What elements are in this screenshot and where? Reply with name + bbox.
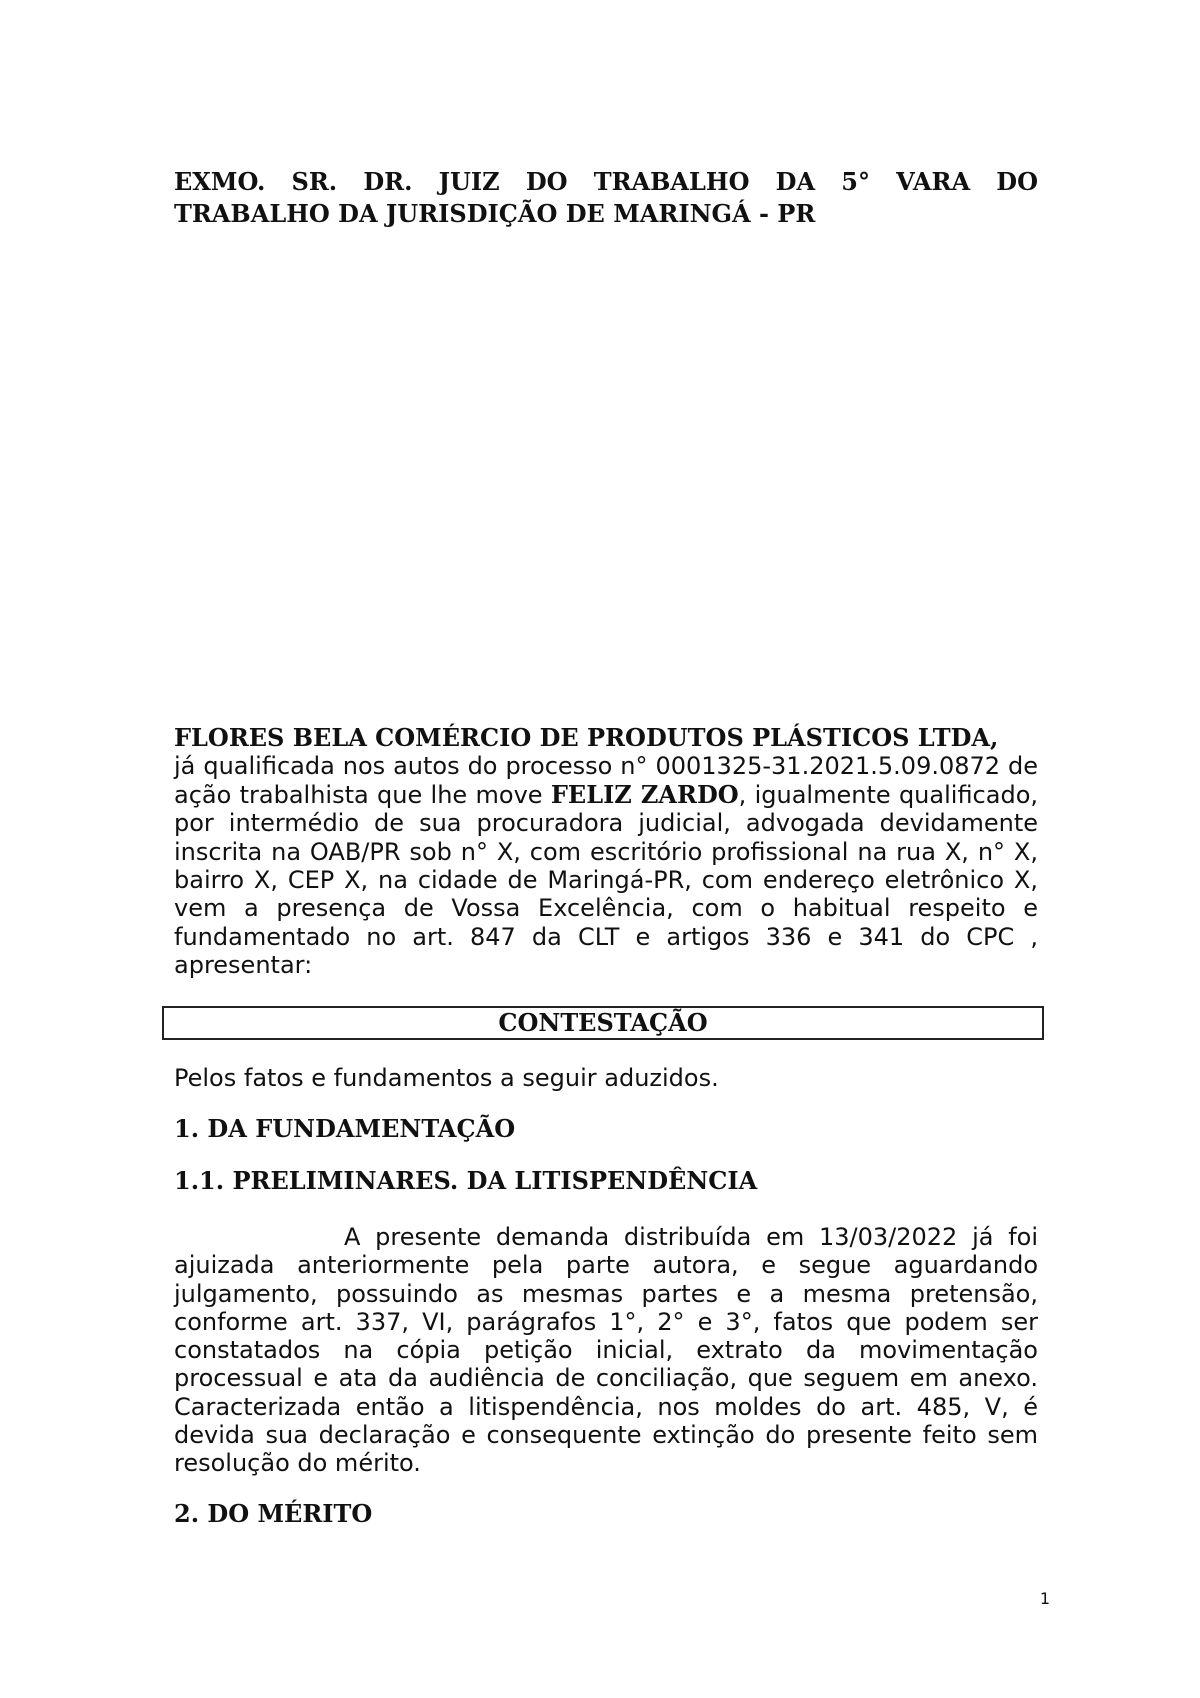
facts-line: Pelos fatos e fundamentos a seguir aduzidos. [174, 1064, 719, 1092]
section-preliminares-heading: 1.1. PRELIMINARES. DA LITISPENDÊNCIA [174, 1166, 758, 1195]
section-fundamentacao-heading: 1. DA FUNDAMENTAÇÃO [174, 1114, 516, 1143]
intro-paragraph [174, 724, 1038, 980]
section-merito-heading: 2. DO MÉRITO [174, 1499, 373, 1528]
addressee-heading [174, 166, 1038, 230]
litispendencia-text: A presente demanda distribuída em 13/03/2022 já foi ajuizada anteriormente pela parte autora, e segue aguardando julgamento, possuindo as mesmas partes e a mesma pretensão, conforme art. 337, VI, parágrafos 1°, 2° e 3°, fatos que podem ser constatados na cópia petição inicial, extrato da movimentação processual e ata da audiência de conciliação, que seguem em anexo. Caracterizada então a litispendência, nos moldes do art. 485, V, é devida sua declaração e consequente extinção do presente feito sem resolução do mérito. [174, 1223, 1038, 1478]
intro-text-part-1: já qualificada nos autos do processo n° 0001325-31.2021.5.09.0872 de ação trabalhista que lhe move [174, 752, 1038, 809]
litispendencia-paragraph [174, 1223, 1038, 1478]
plaintiff-name: FELIZ ZARDO [550, 779, 739, 809]
defendant-company-name: FLORES BELA COMÉRCIO DE PRODUTOS PLÁSTICOS LTDA, [174, 723, 999, 752]
addressee-line-2: TRABALHO DA JURISDIÇÃO DE MARINGÁ - PR [174, 199, 816, 228]
contestacao-title-box: CONTESTAÇÃO [162, 1006, 1044, 1040]
intro-text-part-2: , igualmente qualificado, por intermédio de sua procuradora judicial, advogada devidamente inscrita na OAB/PR sob n° X, com escritório profissional na rua X, n° X, bairro X, CEP X, na cidade de Maringá-PR, com endereço eletrônico X, vem a presença de Vossa Excelência, com o habitual respeito e fundamentado no art. 847 da CLT e artigos 336 e 341 do CPC , apresentar: [174, 780, 1039, 980]
page-number: 1 [1039, 1589, 1050, 1608]
addressee-line-1: EXMO. SR. DR. JUIZ DO TRABALHO DA 5° VARA DO [174, 167, 1038, 196]
